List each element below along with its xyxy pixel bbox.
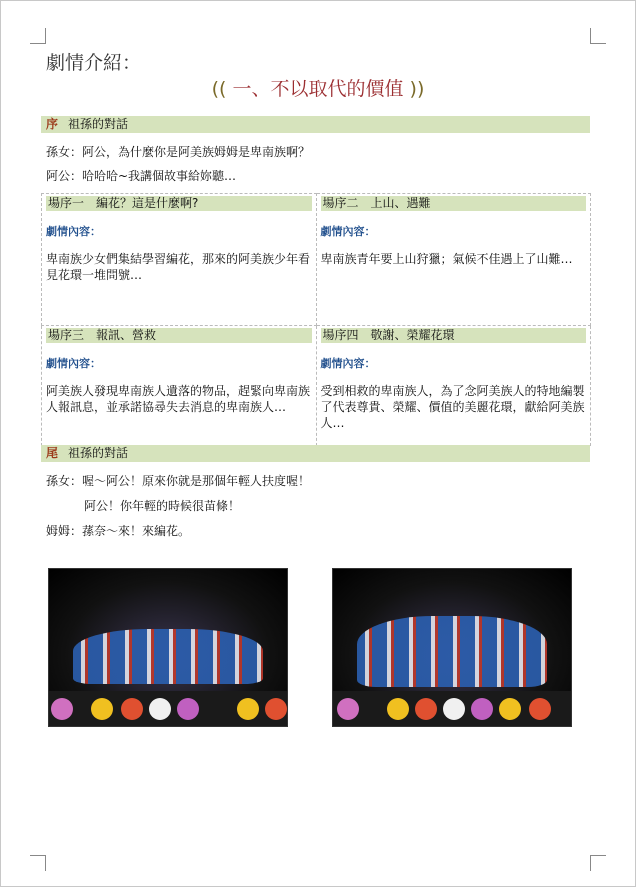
corner-mark <box>590 855 606 871</box>
subtitle <box>0 74 636 101</box>
performance-photo <box>332 568 572 727</box>
paren-close: )) <box>409 78 425 100</box>
paren-open: (( <box>211 78 227 100</box>
corner-mark <box>590 28 606 44</box>
flower-prop <box>91 698 113 720</box>
page-heading: 劇情介紹： <box>46 52 142 74</box>
scene-text: 阿美族人發現卑南族人遺落的物品，趕緊向卑南族人報訊息，並承諾協尋失去消息的卑南族人… <box>46 384 311 414</box>
epilogue-mark: 尾 <box>46 446 59 460</box>
content-label: 劇情內容： <box>320 357 376 370</box>
content-label: 劇情內容： <box>46 225 101 238</box>
flower-prop <box>265 698 287 720</box>
corner-mark <box>30 28 46 44</box>
dancers <box>73 629 263 684</box>
flower-prop <box>121 698 143 720</box>
flower-prop <box>337 698 359 720</box>
flower-prop <box>51 698 73 720</box>
flower-prop <box>529 698 551 720</box>
dialogue-line: 孫女：阿公，為什麼你是阿美族姆姆是卑南族啊？ <box>46 145 311 159</box>
content-label: 劇情內容： <box>320 225 376 238</box>
flower-prop <box>237 698 259 720</box>
content-label: 劇情內容： <box>46 357 101 370</box>
flower-prop <box>443 698 465 720</box>
scene-cell <box>42 326 317 446</box>
prologue-title: 祖孫的對話 <box>68 117 129 131</box>
flower-prop <box>387 698 409 720</box>
scene-title: 場序三 報訊、營救 <box>46 328 312 343</box>
dancers <box>357 616 547 687</box>
dialogue-line: 孫女：喔～阿公！原來你就是那個年輕人扶度喔！ <box>46 474 311 488</box>
flower-prop <box>415 698 437 720</box>
corner-mark <box>30 855 46 871</box>
prologue-header <box>41 116 590 133</box>
scene-title: 場序二 上山、遇難 <box>321 196 587 211</box>
flower-prop <box>177 698 199 720</box>
scene-cell <box>316 194 591 326</box>
prologue-mark: 序 <box>46 117 59 131</box>
dialogue-line: 阿公！你年輕的時候很苗條！ <box>84 499 241 513</box>
epilogue-title: 祖孫的對話 <box>68 446 129 460</box>
epilogue-header <box>41 445 590 462</box>
flower-prop <box>499 698 521 720</box>
performance-photo <box>48 568 288 727</box>
scene-cell <box>42 194 317 326</box>
dialogue-line: 姆姆：蓀奈～來！來編花。 <box>46 524 191 538</box>
scene-cell <box>316 326 591 446</box>
scene-text: 卑南族少女們集結學習編花，那來的阿美族少年看見花環一堆問號… <box>46 252 311 282</box>
dialogue-line: 阿公：哈哈哈~我講個故事給妳聽… <box>46 169 237 183</box>
scene-title: 場序四 敬謝、榮耀花環 <box>321 328 587 343</box>
flower-prop <box>149 698 171 720</box>
scene-text: 卑南族青年要上山狩獵；氣候不佳遇上了山難… <box>320 252 573 266</box>
flower-prop <box>471 698 493 720</box>
scene-title: 場序一 編花？這是什麼啊? <box>46 196 312 211</box>
subtitle-text: 一、不以取代的價值 <box>232 78 404 100</box>
scenes-table <box>41 193 591 446</box>
scene-text: 受到相救的卑南族人，為了念阿美族人的特地編製了代表尊貴、榮耀、價值的美麗花環，獻給阿美族人… <box>320 384 585 430</box>
